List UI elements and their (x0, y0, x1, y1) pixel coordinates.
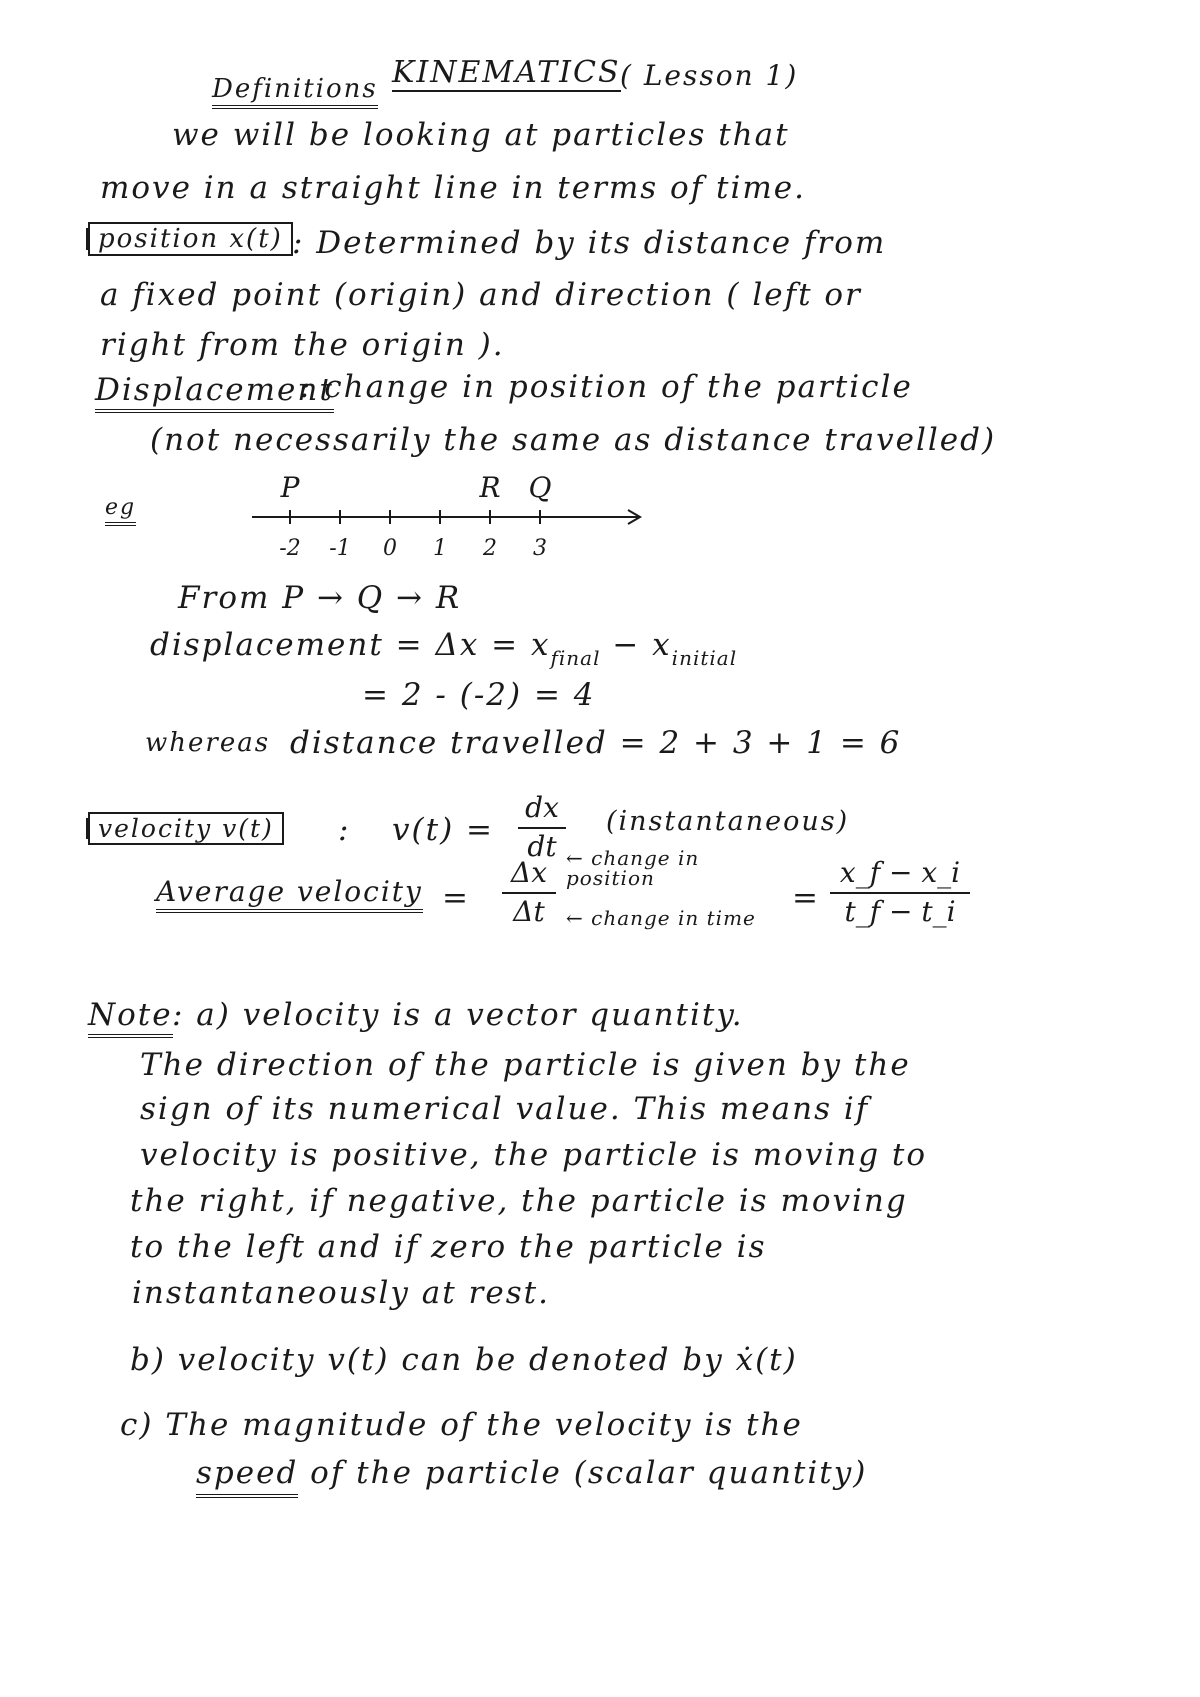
note-a-line-5: to the left and if zero the particle is (130, 1229, 767, 1265)
velocity-colon: : (338, 812, 351, 848)
position-text-2: a fixed point (origin) and direction ( left or (100, 277, 862, 313)
lesson-label: ( Lesson 1) (620, 59, 799, 92)
position-term: position x(t) (88, 222, 293, 256)
intro-line-1: we will be looking at particles that (172, 117, 790, 153)
definitions-heading: Definitions (212, 76, 378, 109)
note-c-line-2: speed of the particle (scalar quantity) (196, 1458, 867, 1489)
page-title: KINEMATICS (392, 55, 621, 90)
number-line-tick-label: 1 (433, 536, 447, 561)
note-b: b) velocity v(t) can be denoted by ẋ(t) (130, 1342, 798, 1378)
average-velocity-label: Average velocity (156, 878, 423, 913)
note-a-line-1: The direction of the particle is given by the (140, 1047, 911, 1083)
avg-equals-2: = (792, 880, 820, 916)
number-line-tick-label: -1 (329, 536, 351, 561)
displacement-text-1: : change in position of the particle (300, 369, 913, 405)
number-line-tick-label: 0 (383, 536, 397, 561)
whereas-label: whereas (145, 728, 271, 758)
velocity-term: velocity v(t) (88, 812, 284, 845)
avg-equals-1: = (442, 880, 470, 916)
velocity-derivative: dx dt (518, 793, 566, 863)
intro-line-2: move in a straight line in terms of time. (100, 170, 807, 206)
displacement-term: Displacement (95, 375, 334, 413)
note-a-line-2: sign of its numerical value. This means if (140, 1091, 870, 1127)
position-text-1: : Determined by its distance from (292, 225, 887, 261)
example-label: eg (105, 497, 136, 526)
note-a-line-3: velocity is positive, the particle is moving to (140, 1137, 928, 1173)
note-c-line-1: c) The magnitude of the velocity is the (120, 1407, 803, 1443)
note-a-line-6: instantaneously at rest. (132, 1275, 550, 1311)
instantaneous-label: (instantaneous) (606, 806, 850, 837)
number-line-point-label: R (479, 471, 501, 504)
number-line-point-label: P (280, 471, 300, 504)
path-text: From P → Q → R (178, 580, 462, 616)
change-in-position-note: ← change in position (566, 846, 700, 890)
position-text-3: right from the origin ). (100, 327, 505, 363)
number-line-tick-label: 2 (483, 536, 497, 561)
number-line-tick-label: 3 (533, 536, 547, 561)
note-a-line-4: the right, if negative, the particle is moving (130, 1183, 908, 1219)
velocity-lhs: v(t) = (392, 812, 494, 848)
displacement-formula: displacement = $\Delta x = x_{final} - x_{initial}$ (150, 627, 738, 670)
note-label: Note (88, 1000, 173, 1038)
average-velocity-fraction: Δx Δt (502, 858, 556, 928)
displacement-text-2: (not necessarily the same as distance travelled) (150, 422, 997, 458)
note-a-intro: : a) velocity is a vector quantity. (172, 997, 744, 1033)
number-line-tick-label: -2 (279, 536, 301, 561)
change-in-time-note: ← change in time (566, 906, 756, 930)
distance-calc: distance travelled = 2 + 3 + 1 = 6 (290, 725, 902, 761)
average-velocity-result: x_f − x_i t_f − t_i (830, 858, 970, 928)
displacement-calc: = 2 - (-2) = 4 (362, 677, 596, 713)
number-line-point-label: Q (528, 471, 552, 504)
